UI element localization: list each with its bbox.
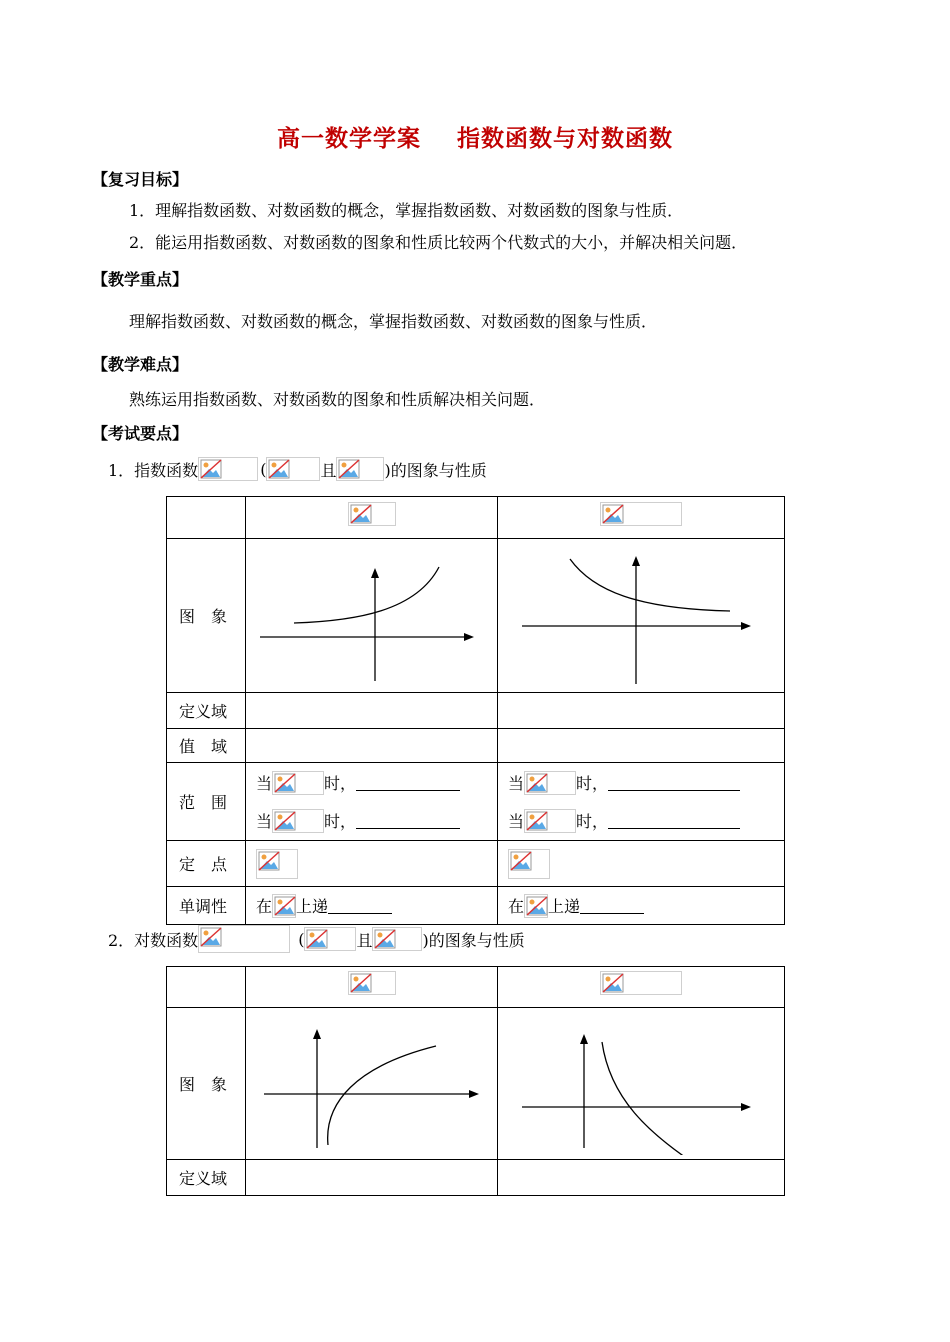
exp-intro [108,456,487,482]
log-intro [108,925,525,953]
answer-blank[interactable] [608,812,740,829]
log-intro-suffix: )的图象与性质 [422,930,525,950]
exp-and: 且 [320,460,337,480]
broken-image-icon [272,894,296,918]
header-empty-cell [167,497,246,539]
time-label: 时， [576,774,609,793]
exp-mono-cell-2 [498,887,785,925]
log-table [166,966,785,1196]
exp-range-cell-2 [498,729,785,763]
exp-decreasing-graph [498,539,784,688]
broken-image-icon [524,771,576,795]
exp-scope-cell-1 [246,763,498,841]
broken-image-icon [600,971,682,995]
exp-fixed-cell-2 [498,841,785,887]
exam-heading: 【考试要点】 [92,424,189,443]
exp-graph-increasing [246,539,498,693]
when-label: 当 [256,774,273,793]
row-label-monotonicity: 单调性 [167,887,246,925]
answer-blank[interactable] [608,774,740,791]
header-a-lt-1 [498,497,785,539]
broken-image-icon [524,809,576,833]
broken-image-icon [272,809,324,833]
exp-increasing-graph [246,539,497,688]
row-label-fixed-point: 定 点 [167,841,246,887]
exp-domain-cell-2 [498,693,785,729]
row-label-graph: 图 象 [167,539,246,693]
exp-domain-cell-1 [246,693,498,729]
exp-mono-cell-1 [246,887,498,925]
broken-image-icon [198,925,290,953]
log-open-paren: ( [298,929,305,949]
when-label: 当 [508,812,525,831]
row-label-domain: 定义域 [167,1160,246,1196]
at-label: 在 [508,897,525,916]
broken-image-icon [348,502,396,526]
broken-image-icon [600,502,682,526]
incr-label: 上递 [296,897,329,916]
exp-fixed-cell-1 [246,841,498,887]
focus-text: 理解指数函数、对数函数的概念，掌握指数函数、对数函数的图象与性质． [129,312,658,331]
page-title: 高一数学学案 指数函数与对数函数 [276,125,674,152]
exp-intro-suffix: )的图象与性质 [384,460,487,480]
broken-image-icon [272,771,324,795]
scope-line [246,764,497,802]
row-label-range: 值 域 [167,729,246,763]
exp-range-cell-1 [246,729,498,763]
time-label: 时， [324,812,357,831]
header-a-gt-1 [246,967,498,1008]
goal-item-2: 2．能运用指数函数、对数函数的图象和性质比较两个代数式的大小，并解决相关问题． [129,233,748,252]
broken-image-icon [524,894,548,918]
difficulty-text: 熟练运用指数函数、对数函数的图象和性质解决相关问题． [129,390,546,409]
exp-table [166,496,785,925]
mono-line [246,888,497,924]
broken-image-icon [348,971,396,995]
header-a-lt-1 [498,967,785,1008]
exp-intro-prefix: 1．指数函数 [108,460,199,480]
header-a-gt-1 [246,497,498,539]
difficulty-heading: 【教学难点】 [92,355,189,374]
broken-image-icon [256,849,298,879]
header-empty-cell [167,967,246,1008]
log-and: 且 [356,930,373,950]
row-label-scope: 范 围 [167,763,246,841]
exp-scope-cell-2 [498,763,785,841]
broken-image-icon [508,849,550,879]
log-graph-increasing [246,1008,498,1160]
answer-blank[interactable] [580,897,644,914]
broken-image-icon [304,927,356,951]
broken-image-icon [372,927,422,951]
when-label: 当 [256,812,273,831]
log-decreasing-graph [498,1008,784,1155]
focus-heading: 【教学重点】 [92,270,189,289]
broken-image-icon [266,457,320,481]
log-intro-prefix: 2．对数函数 [108,930,199,950]
goals-heading: 【复习目标】 [92,170,189,189]
log-domain-cell-2 [498,1160,785,1196]
at-label: 在 [256,897,273,916]
log-increasing-graph [246,1008,497,1155]
broken-image-icon [336,457,384,481]
scope-line [246,802,497,840]
time-label: 时， [576,812,609,831]
scope-line [498,764,784,802]
scope-line [498,802,784,840]
broken-image-icon [198,457,258,481]
exp-open-paren: ( [260,459,267,479]
incr-label: 上递 [548,897,581,916]
answer-blank[interactable] [356,774,460,791]
log-domain-cell-1 [246,1160,498,1196]
time-label: 时， [324,774,357,793]
row-label-domain: 定义域 [167,693,246,729]
log-graph-decreasing [498,1008,785,1160]
answer-blank[interactable] [328,897,392,914]
answer-blank[interactable] [356,812,460,829]
row-label-graph: 图 象 [167,1008,246,1160]
when-label: 当 [508,774,525,793]
exp-graph-decreasing [498,539,785,693]
mono-line [498,888,784,924]
goal-item-1: 1．理解指数函数、对数函数的概念，掌握指数函数、对数函数的图象与性质． [129,201,684,220]
